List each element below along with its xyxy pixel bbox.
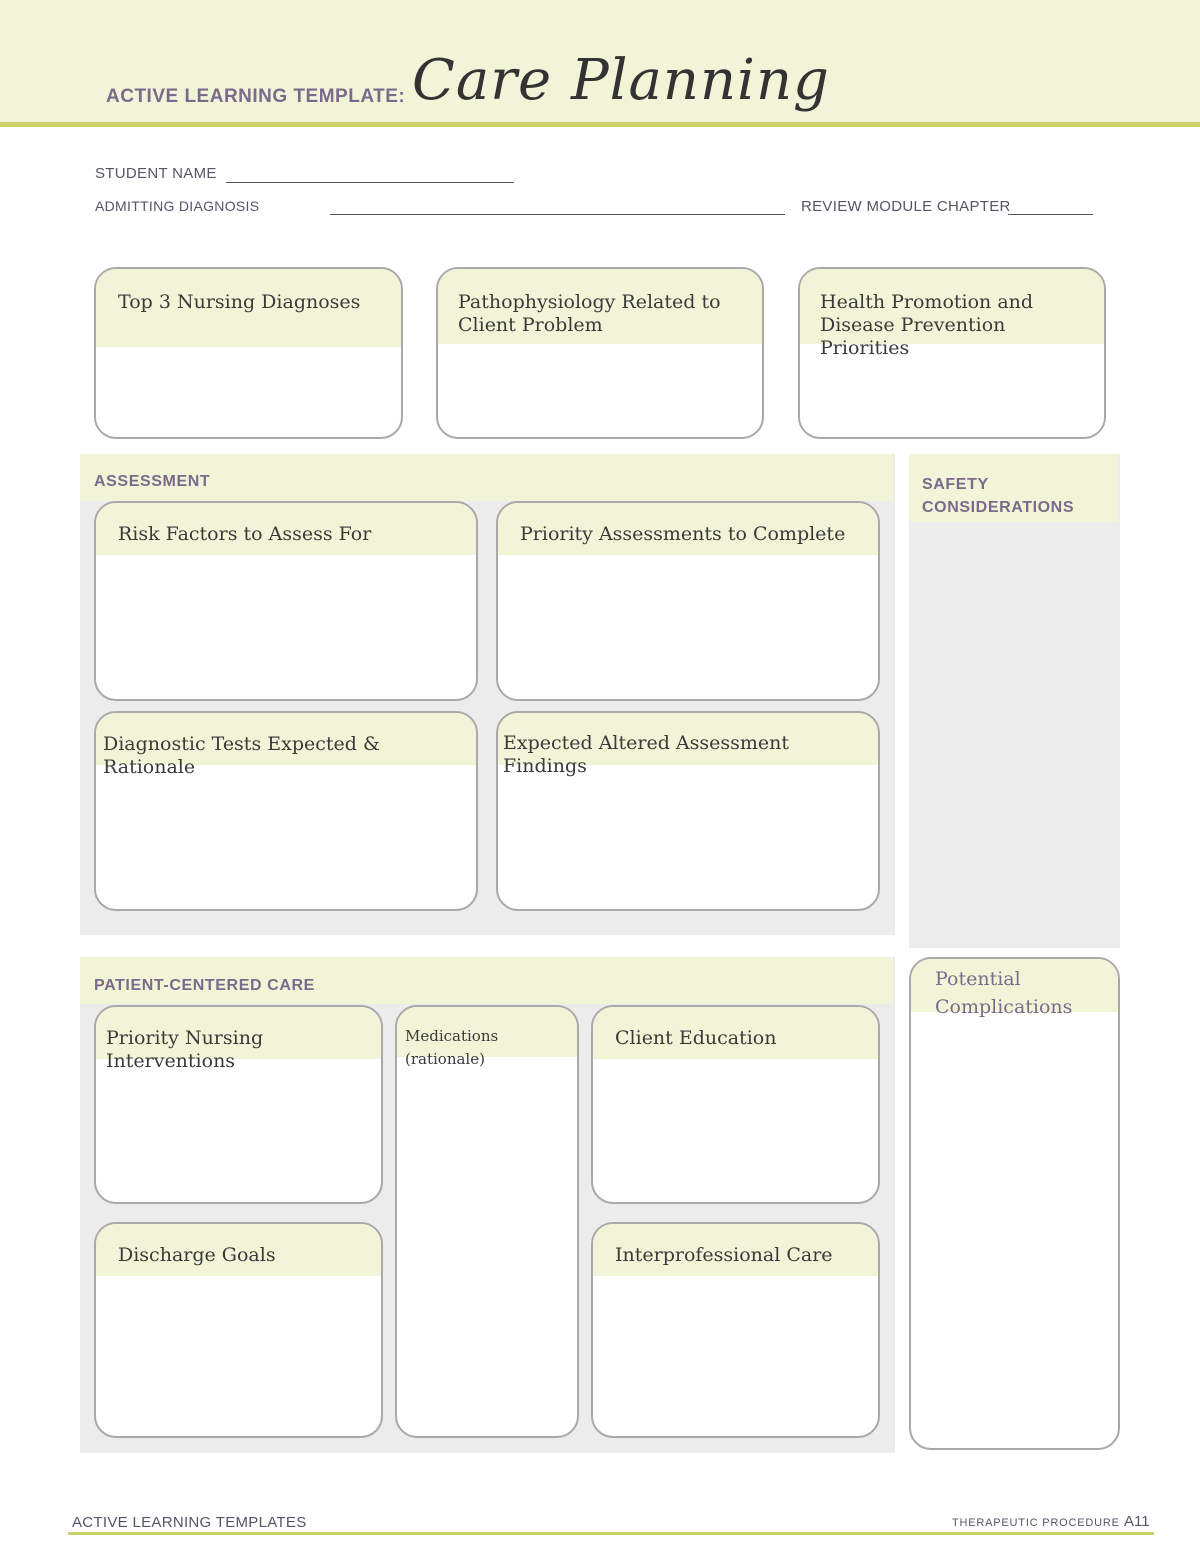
review-module-chapter-label: REVIEW MODULE CHAPTER bbox=[801, 198, 1011, 215]
review-module-chapter-field[interactable] bbox=[1008, 214, 1093, 215]
client-education-heading: Client Education bbox=[593, 1007, 878, 1059]
potential-complications-line2: Complications bbox=[935, 996, 1073, 1018]
interprofessional-care-heading: Interprofessional Care bbox=[593, 1224, 878, 1276]
health-promotion-heading-line1: Health Promotion and bbox=[820, 291, 1034, 313]
pathophysiology-heading bbox=[438, 269, 762, 344]
nursing-diagnoses-heading: Top 3 Nursing Diagnoses bbox=[96, 269, 401, 347]
risk-factors-heading: Risk Factors to Assess For bbox=[96, 503, 476, 555]
altered-findings-box[interactable] bbox=[496, 711, 880, 911]
priority-assessments-heading: Priority Assessments to Complete bbox=[498, 503, 878, 555]
safety-title-line2: CONSIDERATIONS bbox=[922, 499, 1075, 516]
pathophysiology-box[interactable] bbox=[436, 267, 764, 439]
health-promotion-box[interactable] bbox=[798, 267, 1106, 439]
assessment-title: ASSESSMENT bbox=[94, 473, 211, 490]
priority-assessments-box[interactable] bbox=[496, 501, 880, 701]
page-title: Care Planning bbox=[412, 48, 830, 113]
potential-complications-box[interactable] bbox=[909, 957, 1120, 1450]
diagnostic-tests-box[interactable] bbox=[94, 711, 478, 911]
discharge-goals-box[interactable] bbox=[94, 1222, 383, 1438]
priority-interventions-heading: Priority Nursing Interventions bbox=[96, 1007, 381, 1059]
medications-heading: Medications (rationale) bbox=[397, 1007, 577, 1057]
header-divider bbox=[0, 122, 1200, 127]
admitting-diagnosis-field[interactable] bbox=[330, 214, 785, 215]
safety-considerations-column[interactable] bbox=[909, 454, 1120, 948]
medications-box[interactable] bbox=[395, 1005, 579, 1438]
pathophysiology-heading-line1: Pathophysiology Related to bbox=[458, 291, 721, 313]
diagnostic-tests-heading: Diagnostic Tests Expected & Rationale bbox=[96, 713, 476, 765]
patient-centered-care-title: PATIENT-CENTERED CARE bbox=[94, 977, 315, 994]
pathophysiology-heading-line2: Client Problem bbox=[458, 314, 603, 336]
safety-considerations-title bbox=[922, 473, 1074, 519]
nursing-diagnoses-box[interactable] bbox=[94, 267, 403, 439]
priority-interventions-box[interactable] bbox=[94, 1005, 383, 1204]
potential-complications-line1: Potential bbox=[935, 968, 1021, 990]
footer-divider bbox=[68, 1532, 1154, 1535]
admitting-diagnosis-label: ADMITTING DIAGNOSIS bbox=[95, 198, 260, 214]
health-promotion-heading bbox=[800, 269, 1104, 359]
footer-template-label: ACTIVE LEARNING TEMPLATES bbox=[72, 1514, 307, 1531]
client-education-box[interactable] bbox=[591, 1005, 880, 1204]
altered-findings-heading: Expected Altered Assessment Findings bbox=[498, 713, 878, 765]
safety-title-line1: SAFETY bbox=[922, 476, 989, 493]
discharge-goals-heading: Discharge Goals bbox=[96, 1224, 381, 1276]
risk-factors-box[interactable] bbox=[94, 501, 478, 701]
interprofessional-care-box[interactable] bbox=[591, 1222, 880, 1438]
health-promotion-heading-line2: Disease Prevention Priorities bbox=[820, 314, 1006, 359]
footer-procedure-label: THERAPEUTIC PROCEDURE bbox=[952, 1517, 1120, 1529]
template-label: ACTIVE LEARNING TEMPLATE: bbox=[106, 86, 406, 107]
student-name-label: STUDENT NAME bbox=[95, 165, 217, 182]
student-name-field[interactable] bbox=[226, 182, 514, 183]
footer-page-number: A11 bbox=[1124, 1513, 1150, 1530]
potential-complications-heading bbox=[911, 959, 1118, 1018]
